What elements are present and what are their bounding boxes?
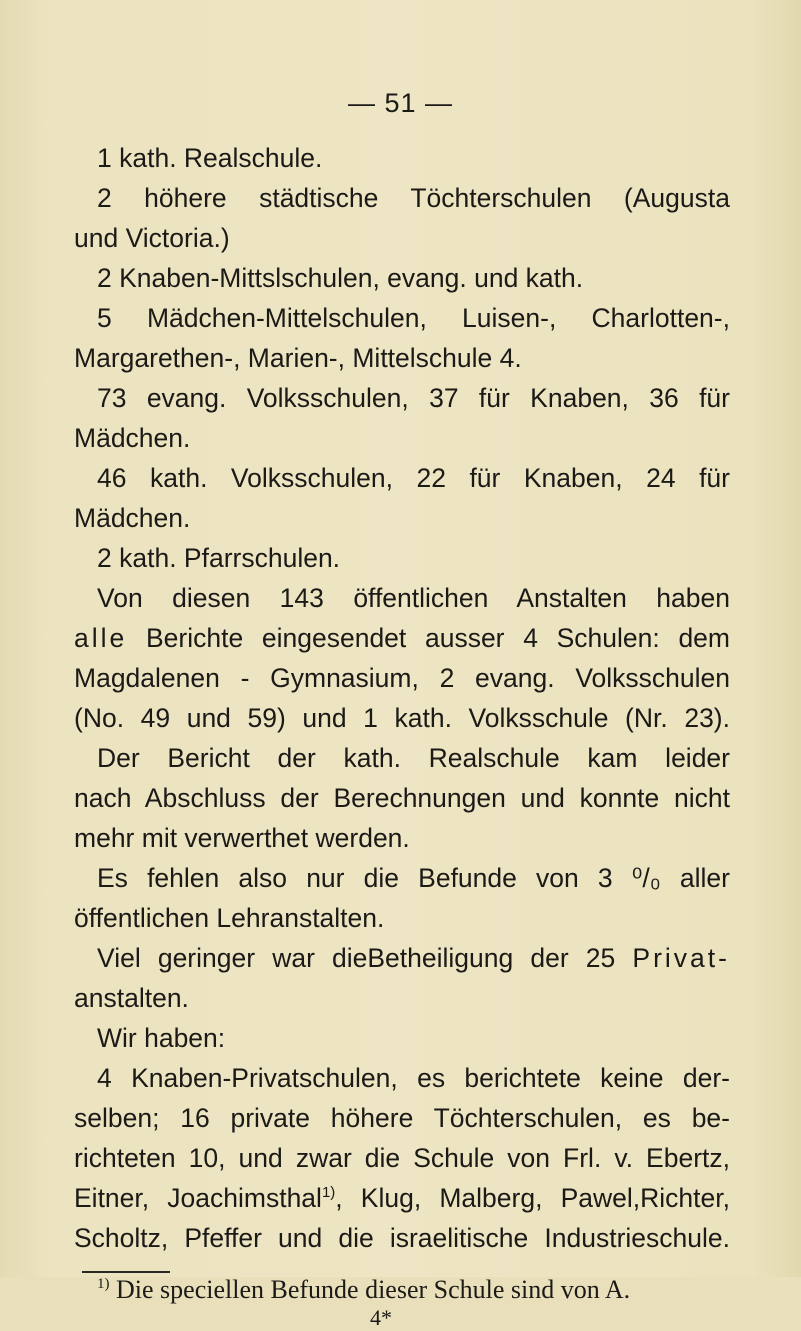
text-line: 2 kath. Pfarrschulen. — [97, 543, 341, 573]
text-line: Scholtz, Pfeffer und die israelitische Industrieschule. — [74, 1223, 730, 1253]
footnote-mark: 1) — [97, 1276, 110, 1292]
footnote-reference[interactable]: 1) — [321, 1184, 336, 1201]
text-fragment: Viel geringer war dieBetheiligung der 25 — [97, 943, 616, 973]
text-line: 46 kath. Volksschulen, 22 für Knaben, 24 für — [97, 463, 730, 493]
text-line: 5 Mädchen-Mittelschulen, Luisen-, Charlotten-, — [97, 303, 730, 333]
text-line: Der Bericht der kath. Realschule kam leider — [97, 743, 730, 773]
spaced-word: alle — [74, 623, 128, 653]
text-line: Mädchen. — [74, 503, 191, 533]
text-line: öffentlichen Lehranstalten. — [74, 903, 385, 933]
text-fragment: Eitner, Joachimsthal — [74, 1183, 322, 1213]
text-line: 4 Knaben-Privatschulen, es berichtete keine der- — [97, 1063, 730, 1093]
spaced-word: Privat- — [632, 943, 730, 973]
text-line: (No. 49 und 59) und 1 kath. Volksschule (Nr. 23). — [74, 703, 730, 733]
text-line: 73 evang. Volksschulen, 37 für Knaben, 36 für — [97, 383, 730, 413]
text-line: anstalten. — [74, 983, 189, 1013]
text-line: 2 höhere städtische Töchterschulen (Augusta — [97, 183, 730, 213]
text-line — [97, 945, 730, 972]
page-number: — 51 — — [347, 88, 454, 118]
footnote — [97, 1275, 630, 1305]
text-line: Magdalenen - Gymnasium, 2 evang. Volksschulen — [74, 663, 730, 693]
text-line: Es fehlen also nur die Befunde von 3 ⁰/₀ aller — [97, 863, 730, 893]
text-line: Von diesen 143 öffentlichen Anstalten haben — [97, 583, 730, 613]
footnote-rule — [82, 1271, 170, 1273]
text-fragment: Berichte eingesendet ausser 4 Schulen: dem — [145, 623, 730, 653]
text-line — [74, 1185, 730, 1212]
text-fragment: , Klug, Malberg, Pawel,Richter, — [335, 1183, 730, 1213]
text-line: nach Abschluss der Berechnungen und konnte nicht — [74, 783, 730, 813]
text-line — [74, 625, 730, 652]
text-line: 2 Knaben-Mittslschulen, evang. und kath. — [97, 263, 584, 293]
text-line: mehr mit verwerthet werden. — [74, 823, 410, 853]
footnote-text: Die speciellen Befunde dieser Schule sind von A. — [109, 1275, 631, 1304]
text-line: 1 kath. Realschule. — [97, 143, 323, 173]
text-line: Wir haben: — [97, 1023, 226, 1053]
text-line: und Victoria.) — [74, 223, 230, 253]
text-line: Mädchen. — [74, 423, 191, 453]
text-line: richteten 10, und zwar die Schule von Frl. v. Ebertz, — [74, 1143, 730, 1173]
text-line: selben; 16 private höhere Töchterschulen, es be- — [74, 1103, 730, 1133]
signature-mark: 4* — [370, 1305, 392, 1330]
text-line: Margarethen-, Marien-, Mittelschule 4. — [74, 343, 522, 373]
